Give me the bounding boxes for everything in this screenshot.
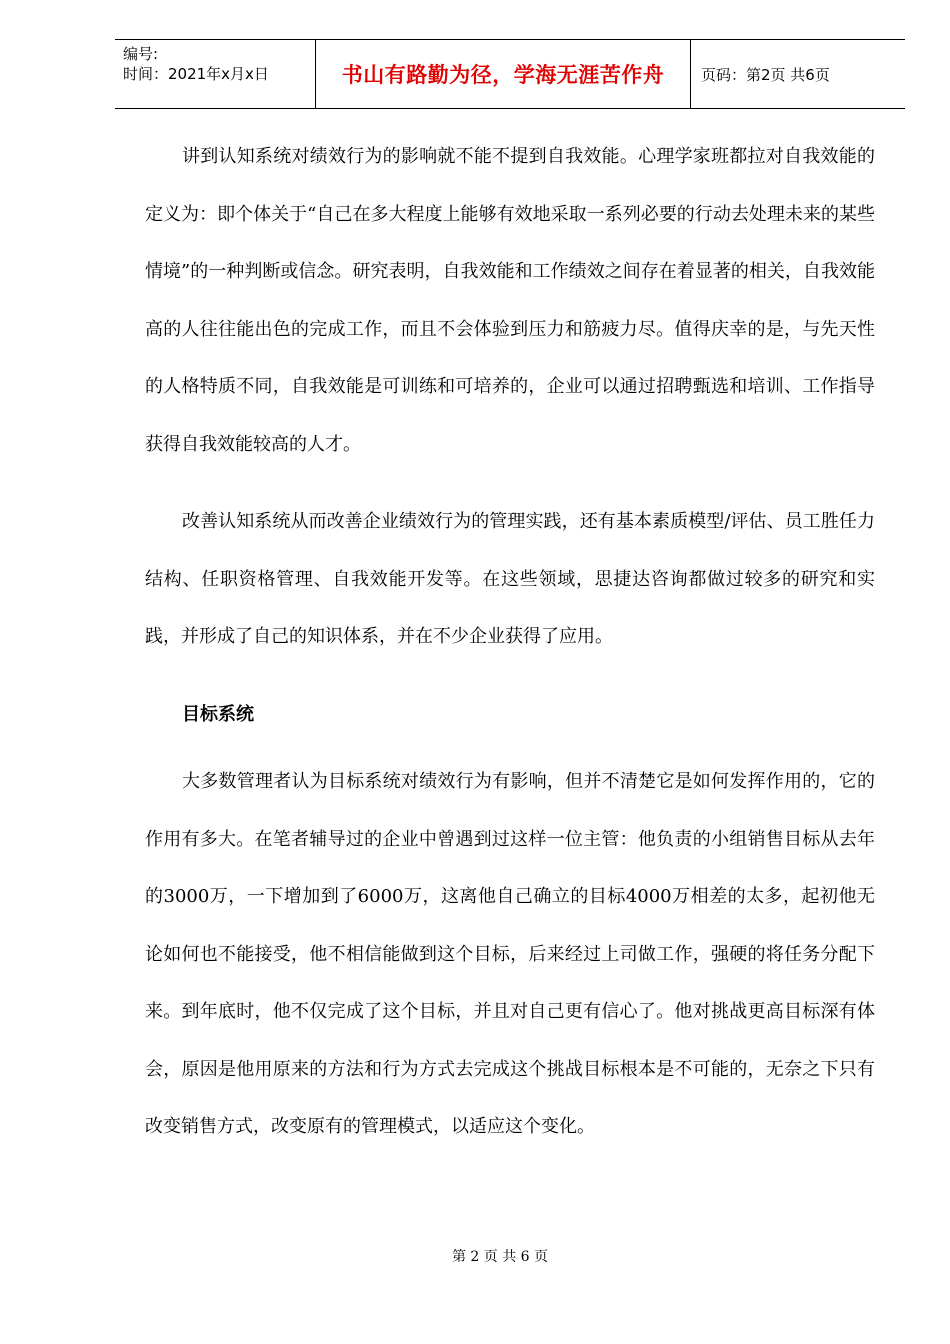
document-number-label: 编号: <box>123 45 159 63</box>
header-page-info: 页码：第2页 共6页 <box>701 65 830 84</box>
section-heading: 目标系统 <box>182 703 254 725</box>
header-page-cell <box>691 40 905 108</box>
header-motto: 书山有路勤为径，学海无涯苦作舟 <box>341 63 665 87</box>
body-paragraph: 大多数管理者认为目标系统对绩效行为有影响，但并不清楚它是如何发挥作用的，它的作用有多大。在笔者辅导过的企业中曾遇到过这样一位主管：他负责的小组销售目标从去年的3000万，一下增加到了6000万，这离他自己确立的目标4000万相差的太多，起初他无论如何也不能接受，他不相信能做到这个目标，后来经过上司做工作，强硬的将任务分配下来。到年底时，他不仅完成了这个目标，并且对自己更有信心了。他对挑战更高目标深有体会，原因是他用原来的方法和行为方式去完成这个挑战目标根本是不可能的，无奈之下只有改变销售方式，改变原有的管理模式，以适应这个变化。 <box>145 771 875 1137</box>
page-footer: 第 2 页 共 6 页 <box>451 1249 549 1265</box>
page-header <box>115 39 905 109</box>
body-paragraph: 改善认知系统从而改善企业绩效行为的管理实践，还有基本素质模型/评估、员工胜任力结构、任职资格管理、自我效能开发等。在这些领域，思捷达咨询都做过较多的研究和实践，并形成了自己的知识体系，并在不少企业获得了应用。 <box>145 511 875 647</box>
document-body <box>145 128 875 1156</box>
header-motto-cell <box>316 40 691 108</box>
header-meta-cell <box>115 40 316 108</box>
document-time-label: 时间：2021年x月x日 <box>123 65 269 83</box>
body-paragraph: 讲到认知系统对绩效行为的影响就不能不提到自我效能。心理学家班都拉对自我效能的定义为：即个体关于“自己在多大程度上能够有效地采取一系列必要的行动去处理未来的某些情境”的一种判断或信念。研究表明，自我效能和工作绩效之间存在着显著的相关，自我效能高的人往往能出色的完成工作，而且不会体验到压力和筋疲力尽。值得庆幸的是，与先天性的人格特质不同，自我效能是可训练和可培养的，企业可以通过招聘甄选和培训、工作指导获得自我效能较高的人才。 <box>145 146 875 455</box>
